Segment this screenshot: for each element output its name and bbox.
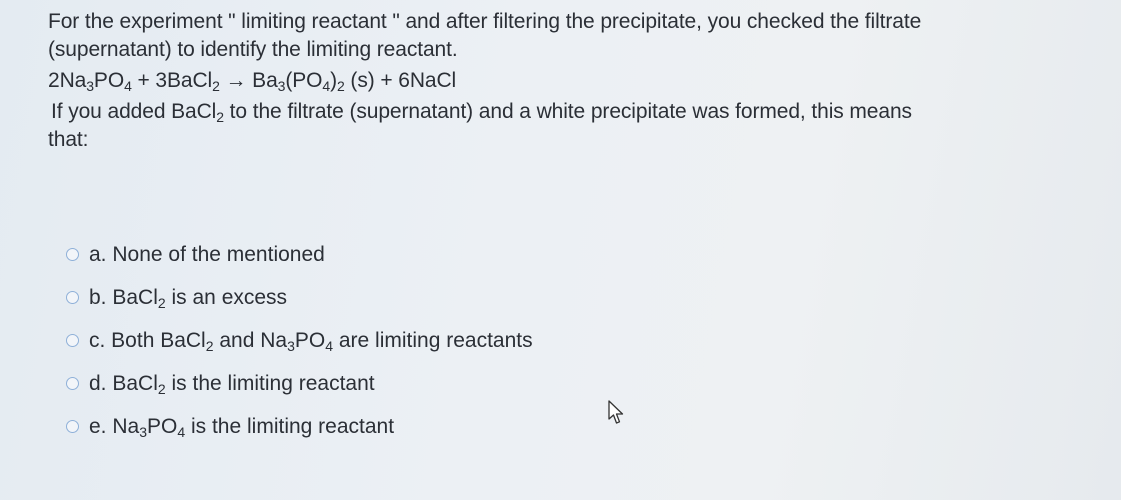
option-a[interactable]	[66, 233, 533, 276]
option-text: is an excess	[165, 285, 288, 309]
radio-unselected-icon[interactable]	[66, 248, 79, 261]
option-subscript: 3	[139, 423, 147, 440]
answer-options	[66, 233, 533, 448]
option-subscript: 4	[177, 423, 186, 440]
eq-text: PO	[93, 69, 125, 92]
option-subscript: 2	[205, 337, 214, 354]
question-line-5: that:	[48, 128, 89, 151]
eq-subscript: 3	[277, 78, 286, 94]
option-text: PO	[294, 328, 326, 352]
radio-unselected-icon[interactable]	[66, 334, 79, 347]
eq-subscript: 2	[337, 78, 345, 94]
reaction-arrow: →	[219, 69, 253, 92]
option-e-label[interactable]	[89, 414, 394, 440]
q4-text: If you added BaCl	[51, 100, 217, 123]
eq-text: (PO	[285, 69, 323, 92]
option-e[interactable]	[66, 405, 533, 448]
option-text: d. BaCl	[89, 371, 158, 395]
option-b[interactable]	[66, 276, 533, 319]
radio-unselected-icon[interactable]	[66, 377, 79, 390]
eq-text: + 3BaCl	[131, 69, 213, 92]
option-text: are limiting reactants	[333, 328, 533, 352]
option-d[interactable]	[66, 362, 533, 405]
option-a-label[interactable]	[89, 242, 325, 268]
option-d-label[interactable]	[89, 371, 375, 397]
option-text: a. None of the mentioned	[89, 242, 325, 266]
option-c-label[interactable]	[89, 328, 533, 354]
option-b-label[interactable]	[89, 285, 287, 311]
eq-subscript: 3	[86, 78, 94, 94]
option-text: and Na	[213, 328, 288, 352]
option-subscript: 3	[287, 337, 295, 354]
eq-text: (s) + 6NaCl	[344, 69, 457, 92]
q4-subscript: 2	[216, 109, 224, 125]
option-text: is the limiting reactant	[185, 414, 395, 438]
radio-unselected-icon[interactable]	[66, 420, 79, 433]
question-line-1: For the experiment " limiting reactant " and after filtering the precipitate, you checked the filtrate	[48, 10, 922, 33]
q4-text: to the filtrate (supernatant) and a white precipitate was formed, this means	[223, 100, 912, 123]
option-subscript: 2	[157, 294, 166, 311]
option-c[interactable]	[66, 319, 533, 362]
chemical-equation	[48, 67, 1108, 95]
radio-unselected-icon[interactable]	[66, 291, 79, 304]
mouse-pointer-icon	[607, 400, 625, 426]
option-subscript: 4	[325, 337, 334, 354]
eq-subscript: 2	[212, 78, 220, 94]
question-line-2: (supernatant) to identify the limiting reactant.	[48, 38, 458, 61]
option-text: c. Both BaCl	[89, 328, 206, 352]
eq-text: )	[330, 69, 337, 92]
eq-subscript: 4	[322, 78, 331, 94]
question-line-4	[48, 98, 1108, 126]
eq-text: Ba	[252, 69, 278, 92]
option-subscript: 2	[157, 380, 166, 397]
option-text: PO	[147, 414, 178, 438]
option-text: b. BaCl	[89, 285, 158, 309]
eq-text: 2Na	[48, 69, 87, 92]
eq-subscript: 4	[124, 78, 132, 94]
question-text	[48, 8, 1108, 154]
option-text: e. Na	[89, 414, 140, 438]
option-text: is the limiting reactant	[165, 371, 375, 395]
